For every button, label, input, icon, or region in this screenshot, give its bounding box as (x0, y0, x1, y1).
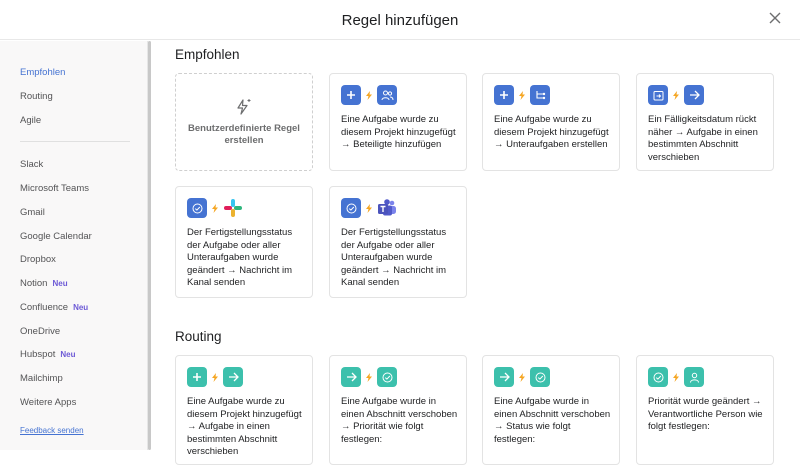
calendar-arrow-icon (648, 85, 668, 105)
rule-card[interactable] (329, 186, 467, 298)
new-badge: Neu (52, 279, 68, 288)
sidebar-item-confluence[interactable] (20, 302, 88, 313)
bolt-icon (366, 91, 372, 100)
rule-card[interactable] (175, 186, 313, 298)
dialog-title: Regel hinzufügen (341, 12, 459, 29)
sidebar-item-label: Weitere Apps (20, 397, 77, 408)
sidebar-item-notion[interactable] (20, 278, 68, 289)
new-badge: Neu (73, 303, 89, 312)
rule-card-text: Priorität wurde geändert → Verantwortliche Person wie folgt festlegen: (648, 396, 763, 432)
sidebar-item-label: Confluence (20, 302, 69, 313)
arrow-right-icon (341, 367, 361, 387)
rule-card-text: Eine Aufgabe wurde zu diesem Projekt hinzugefügt → Beteiligte hinzufügen (341, 114, 456, 150)
section-title-empfohlen: Empfohlen (175, 47, 240, 62)
check-circle-icon (187, 198, 207, 218)
bolt-icon (519, 373, 525, 382)
rule-card-text: Eine Aufgabe wurde zu diesem Projekt hinzugefügt → Unteraufgaben erstellen (494, 114, 609, 150)
sidebar-item-label: Dropbox (20, 254, 56, 265)
person-icon (684, 367, 704, 387)
rules-gallery (152, 41, 800, 457)
check-circle-icon (648, 367, 668, 387)
custom-rule-card[interactable] (175, 73, 313, 171)
sidebar-item-label: Microsoft Teams (20, 183, 89, 194)
sidebar-item-weitere-apps[interactable] (20, 397, 76, 408)
rule-card[interactable] (482, 73, 620, 171)
feedback-link[interactable]: Feedback senden (20, 426, 84, 435)
bolt-icon (673, 91, 679, 100)
sidebar-item-microsoft-teams[interactable] (20, 183, 89, 194)
rule-card[interactable] (329, 73, 467, 171)
sidebar-item-label: OneDrive (20, 326, 61, 337)
sidebar-item-label: Google Calendar (20, 231, 92, 242)
sidebar-item-hubspot[interactable] (20, 349, 76, 360)
check-circle-icon (341, 198, 361, 218)
subtask-icon (530, 85, 550, 105)
rule-card[interactable] (329, 355, 467, 465)
arrow-right-icon (494, 367, 514, 387)
rule-card-text: Eine Aufgabe wurde zu diesem Projekt hinzugefügt → Aufgabe in einen bestimmten Abschnitt verschieben (187, 396, 302, 457)
plus-icon (341, 85, 361, 105)
sidebar (0, 41, 148, 450)
rule-card-text: Eine Aufgabe wurde in einen Abschnitt verschoben → Status wie folgt festlegen: (494, 396, 611, 445)
rule-card-text: Der Fertigstellungsstatus der Aufgabe oder aller Unteraufgaben wurde geändert → Nachricht im Kanal senden (341, 227, 447, 288)
sidebar-divider (20, 141, 130, 142)
sparkle-bolt-icon (234, 97, 254, 117)
bolt-icon (519, 91, 525, 100)
bolt-icon (212, 373, 218, 382)
sidebar-item-label: Notion (20, 278, 48, 289)
bolt-icon (366, 204, 372, 213)
bolt-icon (366, 373, 372, 382)
sidebar-item-agile[interactable] (20, 115, 41, 126)
new-badge: Neu (60, 350, 76, 359)
rule-card[interactable] (175, 355, 313, 465)
sidebar-item-slack[interactable] (20, 159, 43, 170)
bolt-icon (673, 373, 679, 382)
plus-icon (494, 85, 514, 105)
rule-card[interactable] (636, 355, 774, 465)
sidebar-item-label: Hubspot (20, 349, 56, 360)
dialog-header (0, 0, 800, 40)
sidebar-item-routing[interactable] (20, 91, 53, 102)
slack-icon (223, 198, 243, 218)
plus-icon (187, 367, 207, 387)
check-circle-icon (530, 367, 550, 387)
rule-card-text: Eine Aufgabe wurde in einen Abschnitt verschoben → Priorität wie folgt festlegen: (341, 396, 458, 445)
sidebar-item-label: Mailchimp (20, 373, 63, 384)
close-icon[interactable] (768, 11, 782, 25)
section-title-routing: Routing (175, 329, 222, 344)
sidebar-item-google-calendar[interactable] (20, 231, 92, 242)
sidebar-item-label: Slack (20, 159, 44, 170)
rule-card[interactable] (636, 73, 774, 171)
sidebar-item-gmail[interactable] (20, 207, 45, 218)
sidebar-item-empfohlen[interactable] (20, 67, 65, 78)
rule-card-text: Der Fertigstellungsstatus der Aufgabe oder aller Unteraufgaben wurde geändert → Nachricht im Kanal senden (187, 227, 293, 288)
bolt-icon (212, 204, 218, 213)
sidebar-item-label: Empfohlen (20, 67, 66, 78)
sidebar-item-label: Gmail (20, 207, 45, 218)
rule-card-text: Ein Fälligkeitsdatum rückt näher → Aufgabe in einen bestimmten Abschnitt verschieben (648, 114, 758, 163)
sidebar-item-dropbox[interactable] (20, 254, 56, 265)
arrow-right-icon (223, 367, 243, 387)
sidebar-item-label: Routing (20, 91, 53, 102)
teams-icon (377, 198, 397, 218)
sidebar-item-label: Agile (20, 115, 42, 126)
check-circle-icon (377, 367, 397, 387)
sidebar-item-onedrive[interactable] (20, 326, 60, 337)
people-icon (377, 85, 397, 105)
sidebar-item-mailchimp[interactable] (20, 373, 63, 384)
arrow-right-icon (684, 85, 704, 105)
sidebar-scrollbar[interactable] (148, 41, 151, 450)
rule-card[interactable] (482, 355, 620, 465)
custom-rule-label: Benutzerdefinierte Regel erstellen (188, 122, 300, 146)
